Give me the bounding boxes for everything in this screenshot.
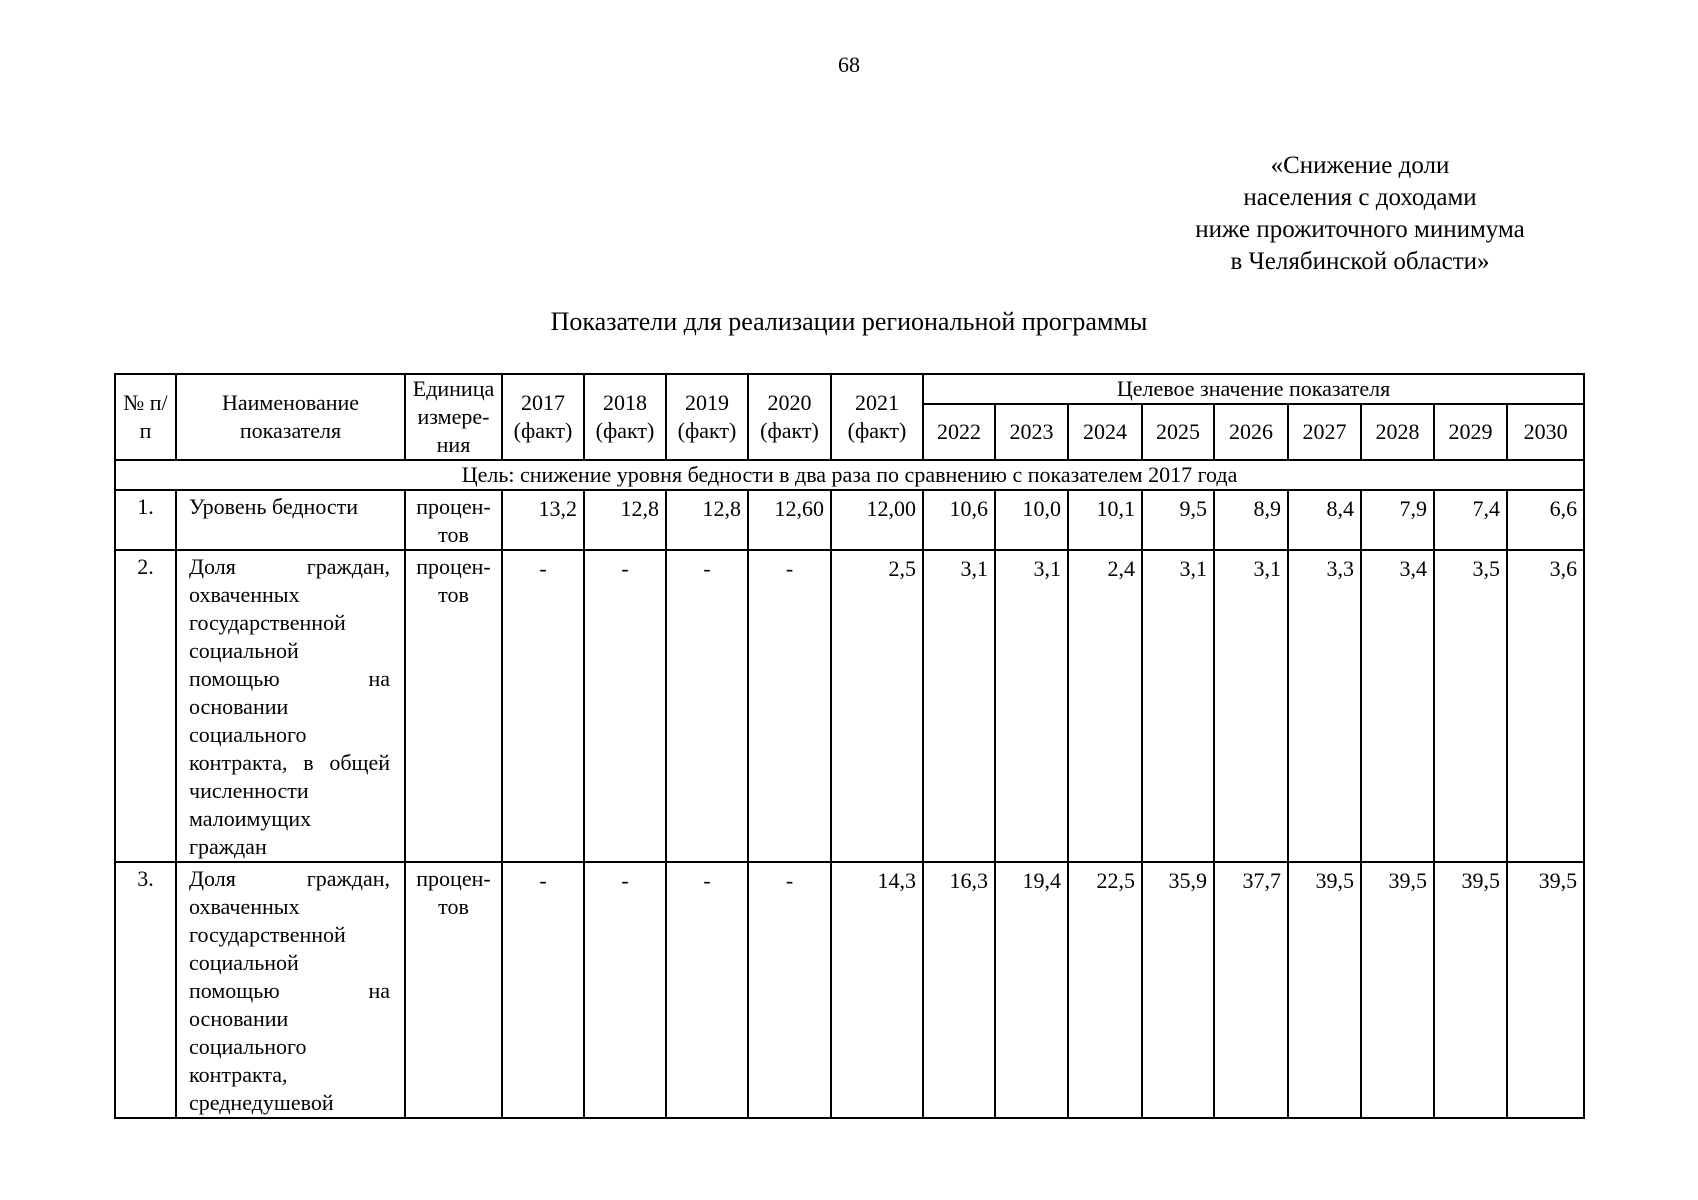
program-title: [1150, 150, 1570, 278]
row-value: 10,0: [995, 490, 1068, 550]
header-target-year: 2030: [1507, 404, 1584, 460]
row-value: 16,3: [923, 862, 995, 1118]
header-fact-year: 2018 (факт): [584, 374, 666, 460]
row-value: -: [502, 550, 584, 862]
program-title-line: в Челябинской области»: [1230, 248, 1490, 275]
row-value: -: [584, 862, 666, 1118]
row-value: -: [502, 862, 584, 1118]
row-value: 12,8: [666, 490, 748, 550]
header-target-year: 2027: [1288, 404, 1361, 460]
header-fact-year: 2021 (факт): [831, 374, 923, 460]
row-value: 9,5: [1142, 490, 1214, 550]
header-target-group: Целевое значение показателя: [923, 374, 1584, 404]
header-fact-year: 2020 (факт): [748, 374, 831, 460]
row-value: 13,2: [502, 490, 584, 550]
row-value: -: [666, 550, 748, 862]
header-fact-year: 2017 (факт): [502, 374, 584, 460]
row-value: 35,9: [1142, 862, 1214, 1118]
row-value: -: [666, 862, 748, 1118]
row-value: 22,5: [1068, 862, 1142, 1118]
row-value: 12,8: [584, 490, 666, 550]
program-title-line: населения с доходами: [1243, 184, 1477, 211]
header-target-year: 2028: [1361, 404, 1434, 460]
row-value: 8,4: [1288, 490, 1361, 550]
header-target-year: 2026: [1214, 404, 1288, 460]
page-number: 68: [838, 52, 860, 77]
row-value: 2,4: [1068, 550, 1142, 862]
row-value: 3,1: [923, 550, 995, 862]
row-value: 10,6: [923, 490, 995, 550]
row-value: 3,4: [1361, 550, 1434, 862]
row-value: 39,5: [1507, 862, 1584, 1118]
table-row: [115, 490, 1584, 550]
row-value: 3,5: [1434, 550, 1507, 862]
header-unit: Единица измере-ния: [405, 374, 502, 460]
row-value: 19,4: [995, 862, 1068, 1118]
row-unit: процен-тов: [405, 862, 502, 1118]
row-value: 7,4: [1434, 490, 1507, 550]
row-name: Доля граждан, охваченных государственной социальной помощью на основании социального контракта, среднедушевой: [176, 862, 405, 1118]
row-value: 3,3: [1288, 550, 1361, 862]
row-value: 37,7: [1214, 862, 1288, 1118]
row-name: Доля граждан, охваченных государственной социальной помощью на основании социального контракта, в общей численности малоимущих граждан: [176, 550, 405, 862]
header-num: № п/п: [115, 374, 176, 460]
goal-row: Цель: снижение уровня бедности в два раза по сравнению с показателем 2017 года: [115, 460, 1584, 490]
row-value: -: [748, 862, 831, 1118]
row-unit: процен-тов: [405, 550, 502, 862]
row-value: 12,60: [748, 490, 831, 550]
row-index: 1.: [115, 490, 176, 550]
row-index: 3.: [115, 862, 176, 1118]
row-value: 6,6: [1507, 490, 1584, 550]
row-value: 12,00: [831, 490, 923, 550]
row-unit: процен-тов: [405, 490, 502, 550]
table-title: Показатели для реализации региональной программы: [550, 307, 1148, 336]
header-target-year: 2022: [923, 404, 995, 460]
row-value: 39,5: [1361, 862, 1434, 1118]
header-target-year: 2029: [1434, 404, 1507, 460]
row-value: 14,3: [831, 862, 923, 1118]
row-value: 39,5: [1288, 862, 1361, 1118]
row-value: 10,1: [1068, 490, 1142, 550]
row-index: 2.: [115, 550, 176, 862]
row-name: Уровень бедности: [176, 490, 405, 550]
table-row: [115, 550, 1584, 862]
row-value: -: [748, 550, 831, 862]
header-target-year: 2024: [1068, 404, 1142, 460]
row-value: 3,1: [995, 550, 1068, 862]
row-value: 39,5: [1434, 862, 1507, 1118]
header-fact-year: 2019 (факт): [666, 374, 748, 460]
header-target-year: 2023: [995, 404, 1068, 460]
row-value: 2,5: [831, 550, 923, 862]
row-value: 8,9: [1214, 490, 1288, 550]
header-name: Наименование показателя: [176, 374, 405, 460]
header-target-year: 2025: [1142, 404, 1214, 460]
indicators-table: [114, 373, 1585, 1119]
table-row: [115, 862, 1584, 1118]
row-value: -: [584, 550, 666, 862]
row-value: 3,6: [1507, 550, 1584, 862]
program-title-line: «Снижение доли: [1270, 152, 1450, 179]
row-value: 7,9: [1361, 490, 1434, 550]
row-value: 3,1: [1142, 550, 1214, 862]
row-value: 3,1: [1214, 550, 1288, 862]
program-title-line: ниже прожиточного минимума: [1195, 216, 1525, 243]
